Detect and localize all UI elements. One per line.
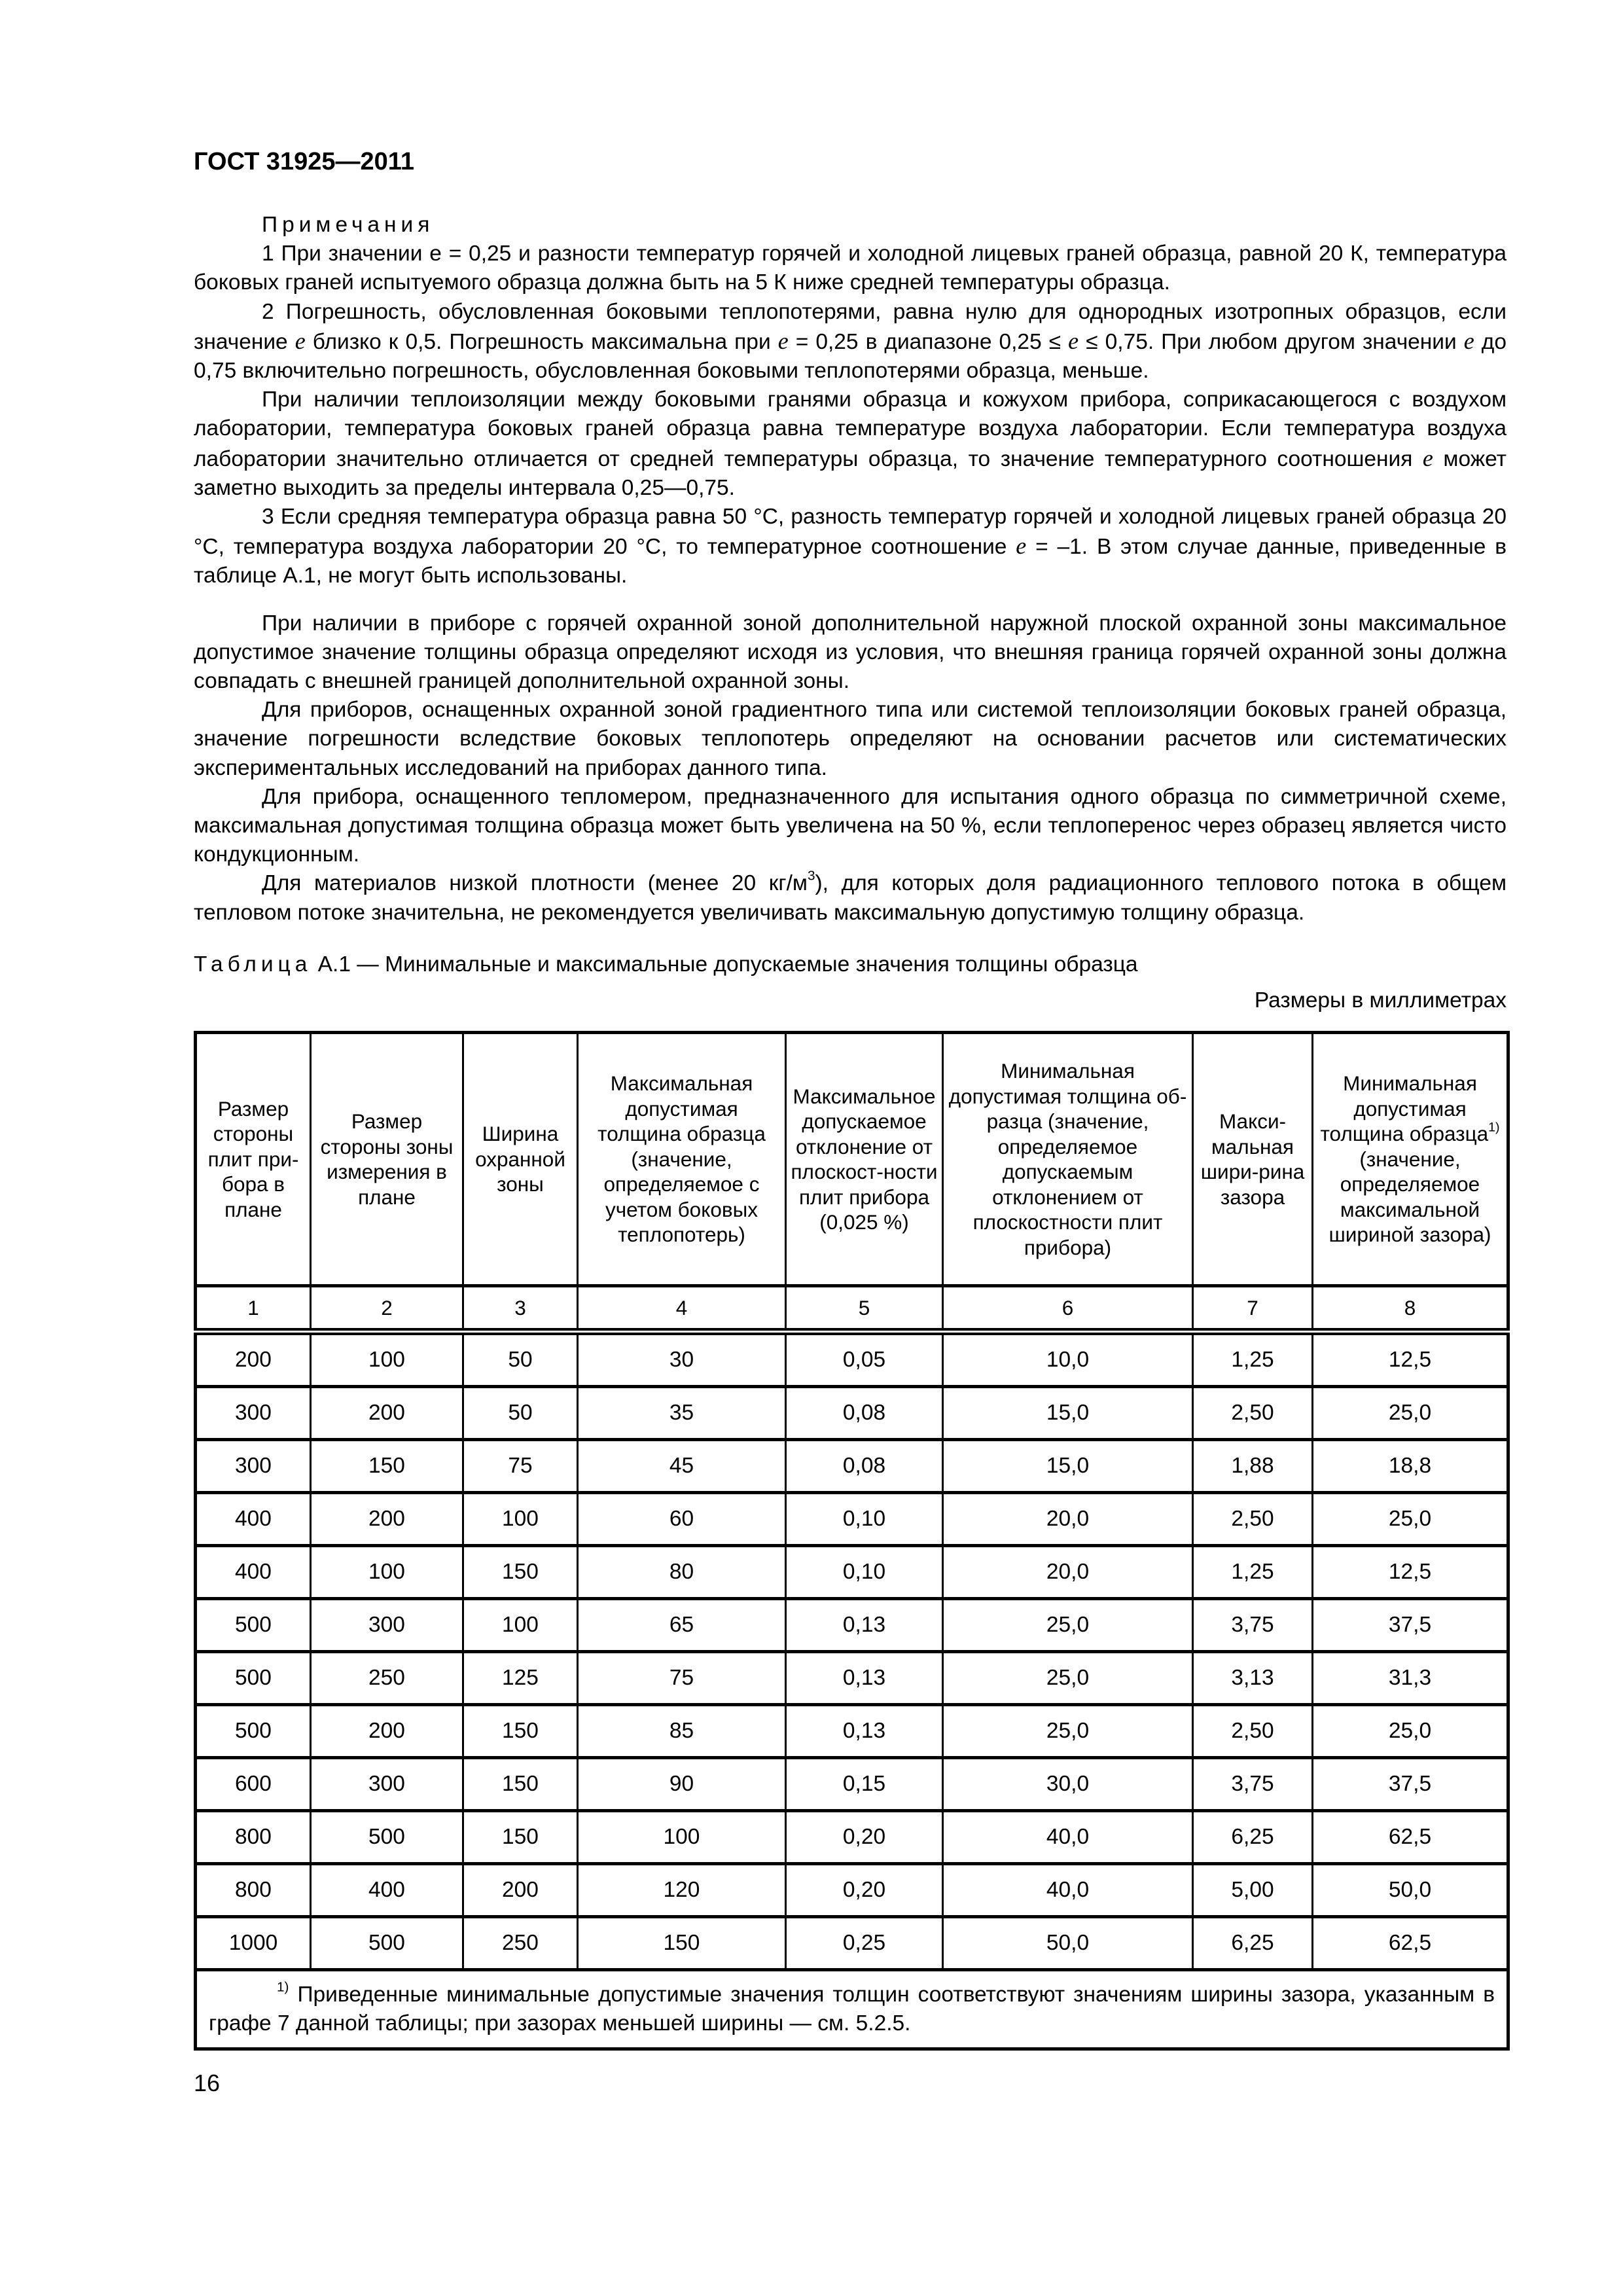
table-row [196,1493,1508,1546]
table-caption [194,952,1138,977]
table-cell: 0,20 [786,1864,943,1917]
table-cell: 85 [578,1705,786,1758]
table-row [196,1811,1508,1864]
density-text: ), для которых доля радиационного теплового потока в общем тепловом потоке значительна, не рекомендуется увеличивать максимальную допустимую толщину образца. [194,871,1507,925]
table-cell: 0,20 [786,1811,943,1864]
note-2-text: 2 Погрешность, обусловленная боковыми теплопотерями, равна нулю для однородных изотропных образцов, если значение [194,299,1507,354]
table-cell: 100 [578,1811,786,1864]
column-number: 5 [786,1286,943,1332]
table-cell: 800 [196,1811,311,1864]
table-cell: 250 [311,1652,463,1705]
table-cell: 0,10 [786,1493,943,1546]
body-paragraph: При наличии в приборе с горячей охранной зоной дополнительной наружной плоской охранной зоны максимальное допустимое значение толщины образца определяют исходя из условия, что внешняя граница горячей охранной зоны должна совпадать с внешней границей дополнительной охранной зоны. [194,611,1507,694]
table-cell: 50,0 [1313,1864,1508,1917]
page-number: 16 [194,2070,221,2096]
table-cell: 12,5 [1313,1332,1508,1387]
column-header-text: (значение, определяемое максимальной шириной зазора) [1329,1147,1491,1247]
table-cell: 62,5 [1313,1811,1508,1864]
table-cell: 250 [463,1917,578,1970]
note-3 [194,503,1507,591]
table-cell: 1000 [196,1917,311,1970]
table-row [196,1864,1508,1917]
table-cell: 3,13 [1193,1652,1313,1705]
column-number: 3 [463,1286,578,1332]
table-row [196,1387,1508,1440]
note-3-text: 3 Если средняя температура образца равна 50 °С, разность температур горячей и холодной лицевых граней образца 20 °С, температура воздуха лаборатории 20 °С, то температурное соотношение [194,505,1507,560]
table-cell: 25,0 [943,1599,1193,1652]
table-units-label: Размеры в миллиметрах [1254,988,1507,1013]
table-cell: 1,25 [1193,1546,1313,1599]
table-cell: 500 [311,1917,463,1970]
table-cell: 200 [463,1864,578,1917]
thickness-table [194,1031,1510,2051]
note-2-cont-text: При наличии теплоизоляции между боковыми гранями образца и кожухом прибора, соприкасающегося с воздухом лаборатории, температура боковых граней образца равна температуре воздуха лаборатории. Если температура воздуха лаборатории значительно отличается от средней температуры образца, то значение температурного соотношения [194,387,1507,471]
table-cell: 25,0 [1313,1705,1508,1758]
table-row [196,1332,1508,1387]
table-cell: 0,13 [786,1652,943,1705]
table-cell: 12,5 [1313,1546,1508,1599]
table-cell: 3,75 [1193,1599,1313,1652]
table-cell: 500 [196,1652,311,1705]
table-cell: 300 [196,1387,311,1440]
table-cell: 0,10 [786,1546,943,1599]
table-cell: 30 [578,1332,786,1387]
math-symbol-e: e [1068,327,1079,354]
table-cell: 150 [578,1917,786,1970]
column-number-row [196,1286,1508,1332]
note-2-text: = 0,25 в диапазоне 0,25 ≤ [788,329,1069,354]
table-cell: 37,5 [1313,1758,1508,1811]
column-header [1313,1033,1508,1286]
table-cell: 25,0 [1313,1387,1508,1440]
table-cell: 6,25 [1193,1811,1313,1864]
math-symbol-e: e [294,327,306,354]
column-number: 4 [578,1286,786,1332]
table-row [196,1440,1508,1493]
math-symbol-e: e [777,327,789,354]
table-cell: 75 [463,1440,578,1493]
note-1 [194,240,1507,297]
table-cell: 80 [578,1546,786,1599]
table-cell: 40,0 [943,1864,1193,1917]
column-number: 6 [943,1286,1193,1332]
table-cell: 45 [578,1440,786,1493]
table-cell: 2,50 [1193,1705,1313,1758]
table-row [196,1546,1508,1599]
table-cell: 300 [311,1599,463,1652]
note-2-cont-text: может заметно выходить за пределы интервала 0,25—0,75. [194,446,1507,500]
table-cell: 0,08 [786,1387,943,1440]
column-header: Размер стороны зоны измерения в плане [311,1033,463,1286]
table-cell: 50 [463,1387,578,1440]
table-cell: 62,5 [1313,1917,1508,1970]
table-caption-text: А.1 — Минимальные и максимальные допускаемые значения толщины образца [312,952,1138,977]
table-cell: 60 [578,1493,786,1546]
table-cell: 37,5 [1313,1599,1508,1652]
table-cell: 3,75 [1193,1758,1313,1811]
table-cell: 15,0 [943,1440,1193,1493]
table-cell: 150 [463,1758,578,1811]
table-cell: 5,00 [1193,1864,1313,1917]
table-cell: 65 [578,1599,786,1652]
table-cell: 31,3 [1313,1652,1508,1705]
table-cell: 0,15 [786,1758,943,1811]
table-cell: 100 [311,1546,463,1599]
table-cell: 50 [463,1332,578,1387]
column-number: 1 [196,1286,311,1332]
note-3-text: = –1. В этом случае данные, приведенные в таблице А.1, не могут быть использованы. [194,535,1507,588]
table-row [196,1599,1508,1652]
table-cell: 400 [196,1546,311,1599]
table-footnote [196,1970,1508,2049]
body-paragraph: Для прибора, оснащенного тепломером, предназначенного для испытания одного образца по симметричной схеме, максимальная допустимая толщина образца может быть увеличена на 50 %, если теплоперенос через образец является чисто кондукционным. [194,784,1507,867]
table-cell: 20,0 [943,1546,1193,1599]
document-code-header: ГОСТ 31925—2011 [194,148,414,175]
table-cell: 500 [196,1705,311,1758]
table-cell: 300 [196,1440,311,1493]
density-text: Для материалов низкой плотности (менее 20 кг/м [262,871,808,896]
table-cell: 0,13 [786,1599,943,1652]
column-header: Ширина охранной зоны [463,1033,578,1286]
note-2-text: близко к 0,5. Погрешность максимальна при [305,329,778,354]
math-symbol-e: e [1016,533,1027,560]
table-footnote-row [196,1970,1508,2049]
math-symbol-e: e [1422,444,1433,471]
note-2-continuation [194,386,1507,503]
column-number: 8 [1313,1286,1508,1332]
notes-and-body-text [194,211,1507,927]
table-cell: 90 [578,1758,786,1811]
table-cell: 18,8 [1313,1440,1508,1493]
column-header: Размер стороны плит при-бора в плане [196,1033,311,1286]
table-cell: 150 [463,1546,578,1599]
table-cell: 600 [196,1758,311,1811]
table-cell: 100 [463,1599,578,1652]
table-header-row [196,1033,1508,1286]
table-cell: 120 [578,1864,786,1917]
column-header: Максимальное допускаемое отклонение от плоскост-ности плит прибора (0,025 %) [786,1033,943,1286]
column-number: 2 [311,1286,463,1332]
table-cell: 50,0 [943,1917,1193,1970]
table-cell: 400 [196,1493,311,1546]
table-cell: 200 [311,1705,463,1758]
table-cell: 200 [196,1332,311,1387]
column-header: Макси-мальная шири-рина зазора [1193,1033,1313,1286]
table-cell: 200 [311,1387,463,1440]
superscript: 3 [807,868,815,884]
table-cell: 200 [311,1493,463,1546]
table-cell: 10,0 [943,1332,1193,1387]
table-cell: 25,0 [943,1705,1193,1758]
table-cell: 0,13 [786,1705,943,1758]
table-cell: 0,08 [786,1440,943,1493]
note-1-text: 1 При значении e = 0,25 и разности температур горячей и холодной лицевых граней образца, равной 20 К, температура боковых граней испытуемого образца должна быть на 5 К ниже средней температуры образца. [194,242,1507,295]
table-cell: 25,0 [1313,1493,1508,1546]
footnote-text: Приведенные минимальные допустимые значения толщин соответствуют значениям ширины зазора, указанным в графе 7 данной таблицы; при зазорах меньшей ширины — см. 5.2.5. [209,1982,1495,2036]
table-cell: 1,88 [1193,1440,1313,1493]
table-caption-label: Таблица [194,952,312,977]
table-cell: 150 [311,1440,463,1493]
table-cell: 400 [311,1864,463,1917]
table-cell: 40,0 [943,1811,1193,1864]
footnote-mark: 1) [277,1979,289,1995]
note-2-text: до 0,75 включительно погрешность, обусловленная боковыми теплопотерями образца, меньше. [194,329,1507,384]
footnote-ref: 1) [1488,1120,1500,1135]
table-cell: 2,50 [1193,1387,1313,1440]
table-cell: 500 [196,1599,311,1652]
table-cell: 0,05 [786,1332,943,1387]
body-paragraph-density [194,869,1507,927]
column-header: Минимальная допустимая толщина об-разца (значение, определяемое допускаемым отклонением от плоскостности плит прибора) [943,1033,1193,1286]
notes-title: Примечания [262,213,435,237]
table-cell: 150 [463,1811,578,1864]
table-cell: 150 [463,1705,578,1758]
table-row [196,1758,1508,1811]
table-row [196,1652,1508,1705]
table-cell: 6,25 [1193,1917,1313,1970]
column-number: 7 [1193,1286,1313,1332]
table-cell: 100 [311,1332,463,1387]
table-row [196,1917,1508,1970]
table-cell: 500 [311,1811,463,1864]
table-row [196,1705,1508,1758]
column-header-text: Минимальная допустимая толщина образца [1320,1071,1489,1146]
table-cell: 2,50 [1193,1493,1313,1546]
table-cell: 100 [463,1493,578,1546]
table-cell: 75 [578,1652,786,1705]
math-symbol-e: e [1463,327,1474,354]
table-cell: 15,0 [943,1387,1193,1440]
table-cell: 125 [463,1652,578,1705]
table-cell: 300 [311,1758,463,1811]
note-2-text: ≤ 0,75. При любом другом значении [1079,329,1464,354]
table-cell: 0,25 [786,1917,943,1970]
table-cell: 1,25 [1193,1332,1313,1387]
note-2 [194,298,1507,386]
body-paragraph: Для приборов, оснащенных охранной зоной градиентного типа или системой теплоизоляции боковых граней образца, значение погрешности вследствие боковых теплопотерь определяют на основании расчетов или систематических экспериментальных исследований на приборах данного типа. [194,698,1507,780]
column-header: Максимальная допустимая толщина образца (значение, определяемое с учетом боковых теплопотерь) [578,1033,786,1286]
table-cell: 35 [578,1387,786,1440]
table-cell: 25,0 [943,1652,1193,1705]
table-cell: 30,0 [943,1758,1193,1811]
table-cell: 20,0 [943,1493,1193,1546]
table-cell: 800 [196,1864,311,1917]
